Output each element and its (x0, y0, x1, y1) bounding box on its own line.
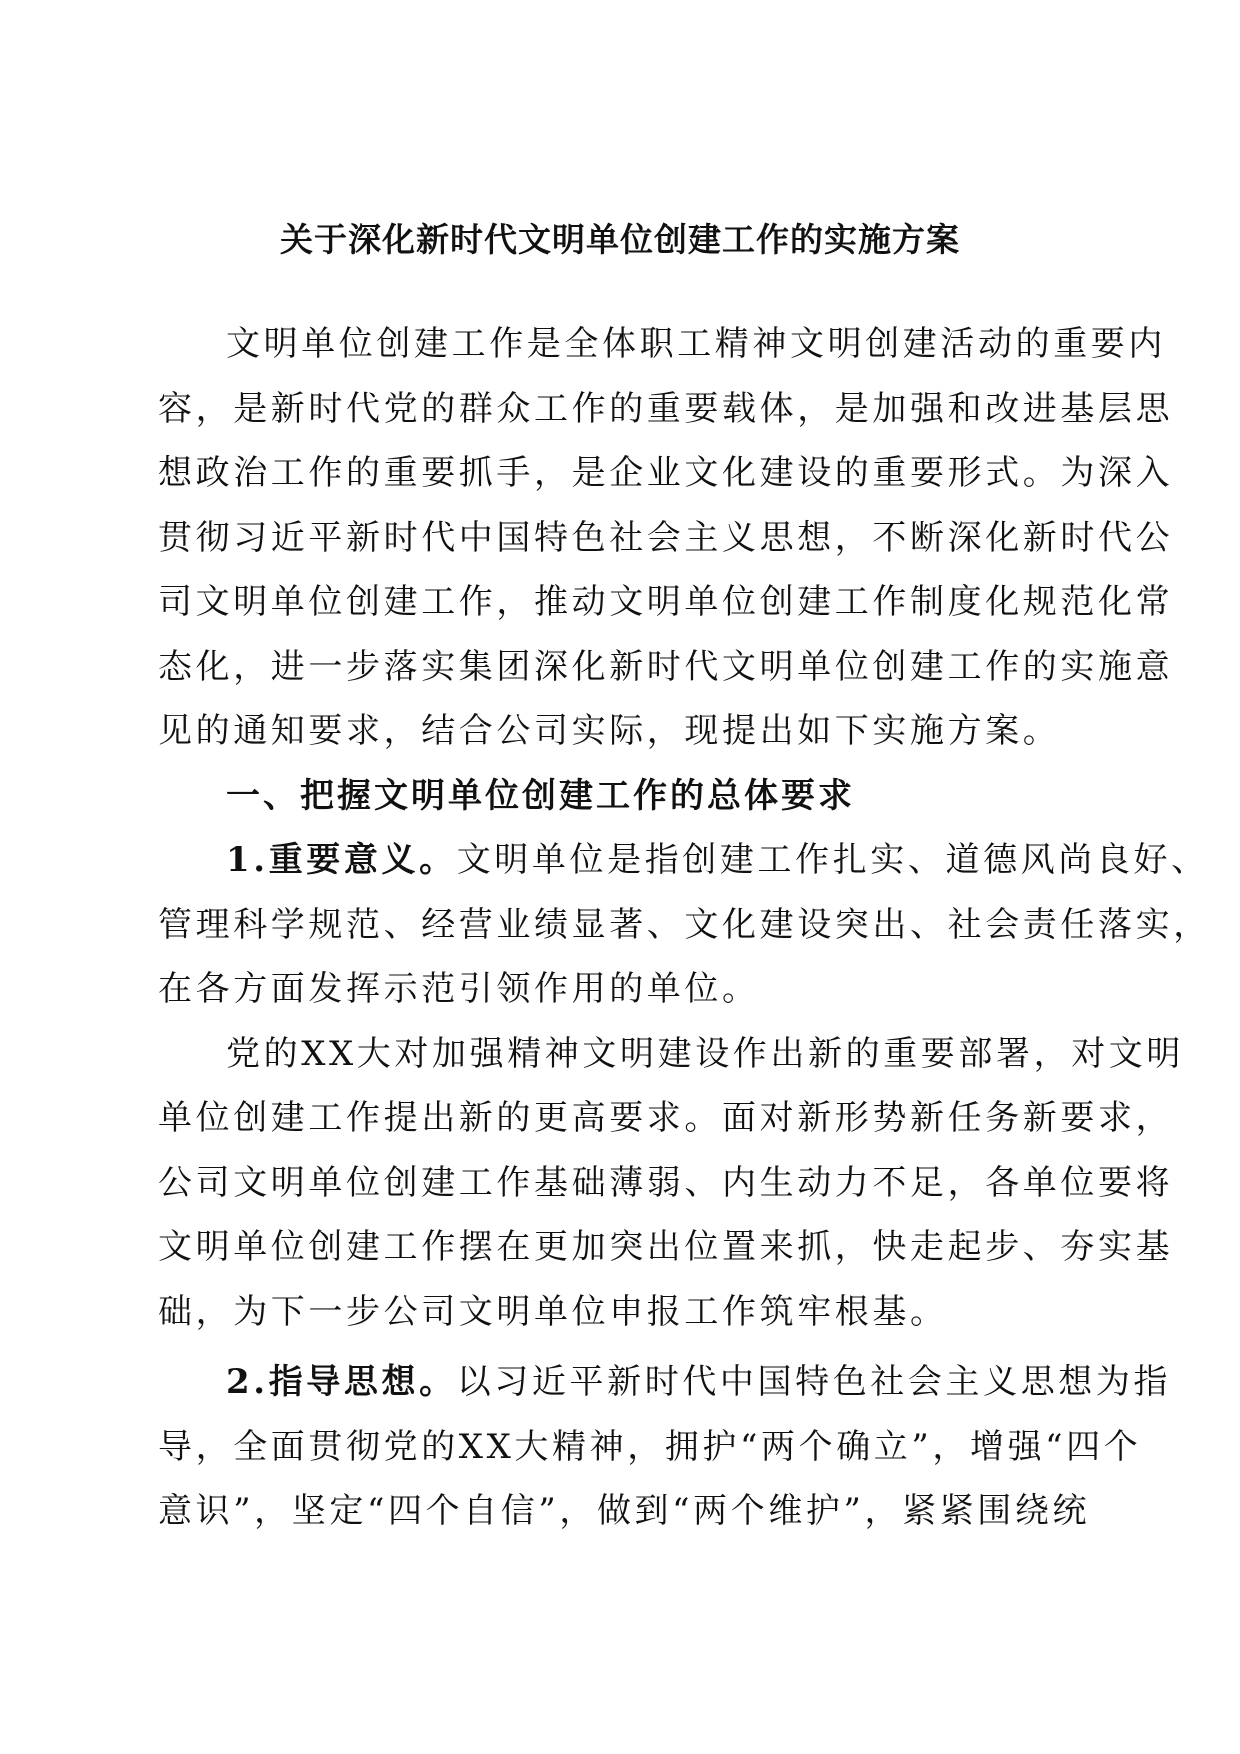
intro-line: 态化，进一步落实集团深化新时代文明单位创建工作的实施意 (158, 646, 1174, 687)
document-title: 关于深化新时代文明单位创建工作的实施方案 (280, 220, 960, 259)
para2-line: 公司文明单位创建工作基础薄弱、内生动力不足，各单位要将 (158, 1162, 1174, 1203)
para2-line: 党的XX大对加强精神文明建设作出新的重要部署，对文明 (226, 1033, 1185, 1074)
item2-line: 意识”，坚定“四个自信”，做到“两个维护”，紧紧围绕统 (158, 1491, 1091, 1531)
item2-text: 以习近平新时代中国特色社会主义思想为指 (456, 1362, 1172, 1402)
item1-line: 在各方面发挥示范引领作用的单位。 (158, 969, 760, 1009)
item1-label: 1.重要意义。 (226, 840, 457, 880)
para2-line: 础，为下一步公司文明单位申报工作筑牢根基。 (158, 1291, 948, 1332)
item1-text: 文明单位是指创建工作扎实、道德风尚良好、 (456, 840, 1209, 880)
intro-line: 文明单位创建工作是全体职工精神文明创建活动的重要内 (226, 324, 1166, 364)
section-heading: 一、把握文明单位创建工作的总体要求 (226, 775, 855, 816)
intro-line: 贯彻习近平新时代中国特色社会主义思想，不断深化新时代公 (158, 517, 1174, 558)
intro-line: 想政治工作的重要抓手，是企业文化建设的重要形式。为深入 (158, 453, 1174, 493)
intro-line: 容，是新时代党的群众工作的重要载体，是加强和改进基层思 (158, 388, 1174, 429)
intro-line: 司文明单位创建工作，推动文明单位创建工作制度化规范化常 (158, 582, 1174, 622)
item2-first-line (158, 1350, 1172, 1415)
para2-line: 文明单位创建工作摆在更加突出位置来抓，快走起步、夯实基 (158, 1227, 1174, 1267)
document-body (158, 312, 1211, 1544)
item1-line: 管理科学规范、经营业绩显著、文化建设突出、社会责任落实， (158, 904, 1211, 945)
para2-line: 单位创建工作提出新的更高要求。面对新形势新任务新要求， (158, 1098, 1174, 1138)
item2-line: 导，全面贯彻党的XX大精神，拥护“两个确立”，增强“四个 (158, 1426, 1142, 1467)
intro-line: 见的通知要求，结合公司实际，现提出如下实施方案。 (158, 711, 1061, 751)
item2-label: 2.指导思想。 (226, 1362, 457, 1402)
item1-first-line (158, 828, 1209, 893)
